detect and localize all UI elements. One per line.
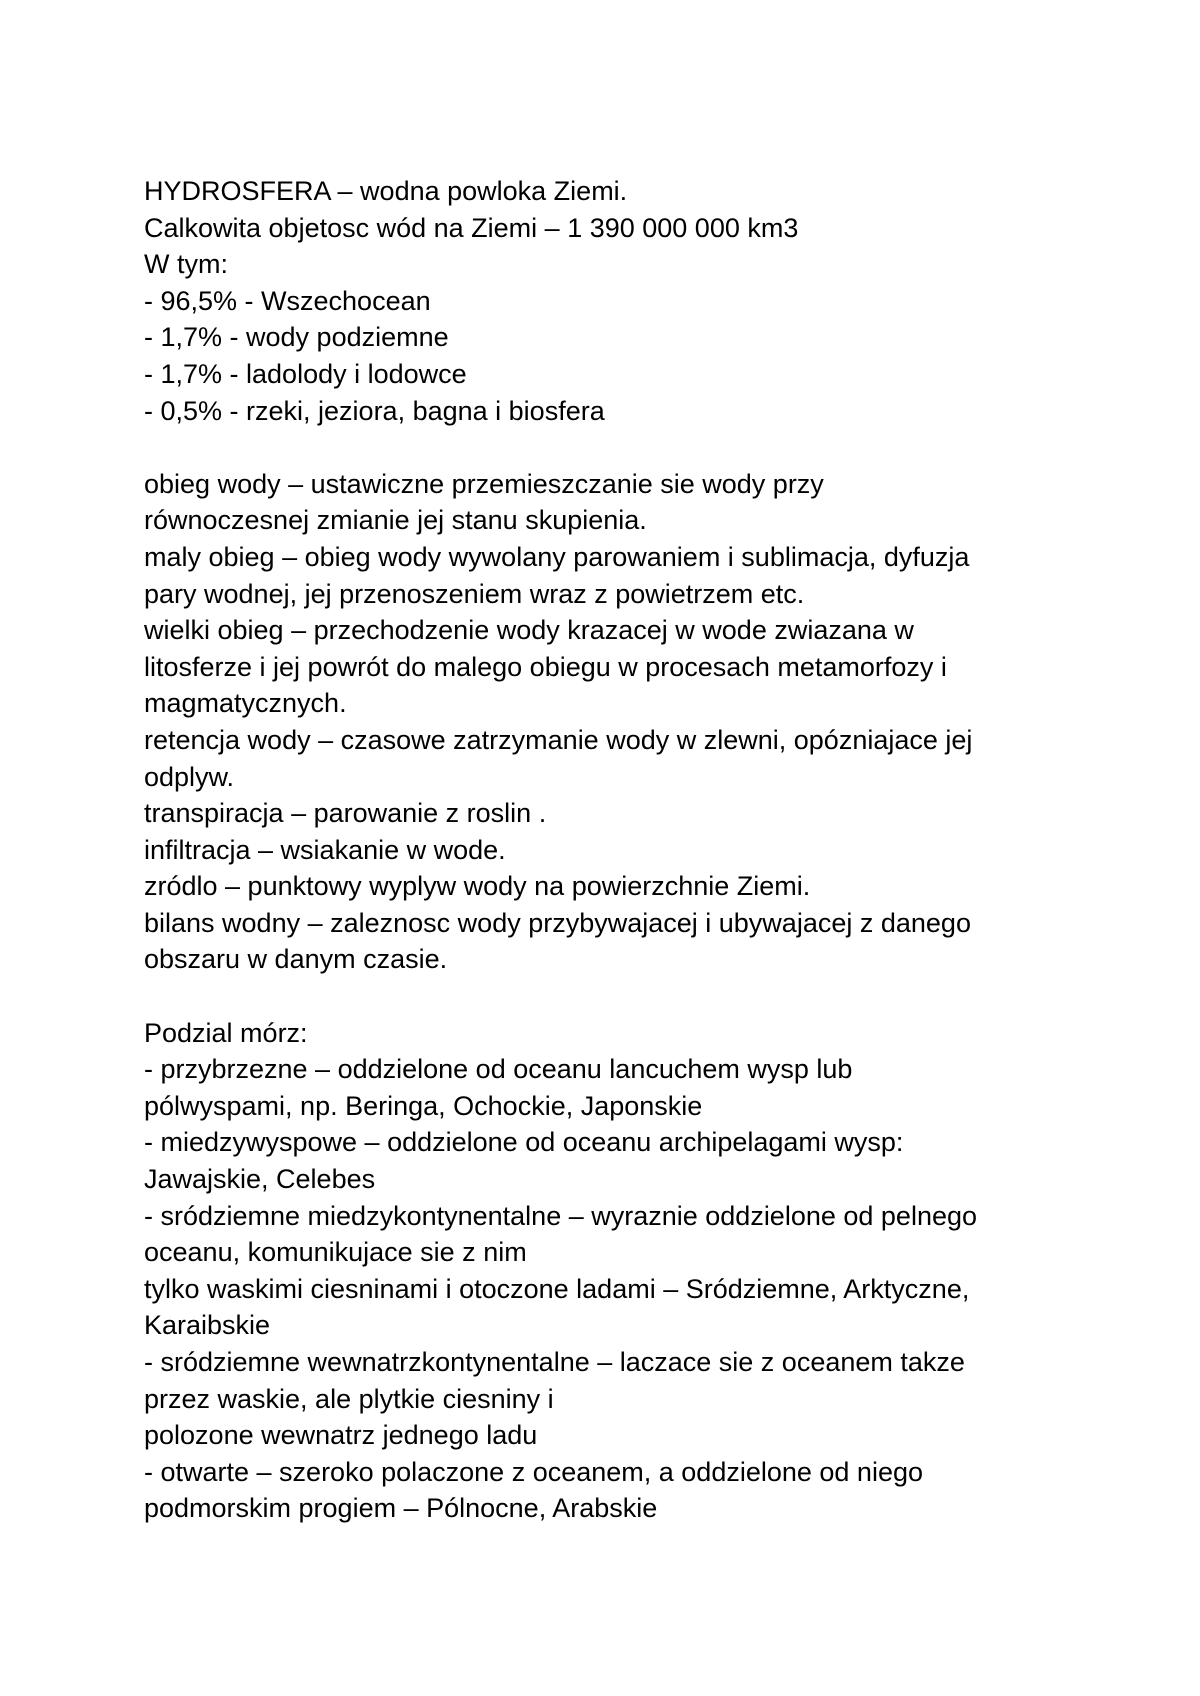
list-item: tylko waskimi ciesninami i otoczone ladami – Sródziemne, Arktyczne, [144, 1273, 970, 1304]
seas-heading: Podzial mórz: [144, 1017, 308, 1048]
definition-line: obieg wody – ustawiczne przemieszczanie sie wody przy [144, 468, 824, 499]
definition-line: obszaru w danym czasie. [144, 944, 448, 975]
definition-line: zródlo – punktowy wyplyw wody na powierzchnie Ziemi. [144, 871, 811, 902]
list-item: pólwyspami, np. Beringa, Ochockie, Japonskie [144, 1090, 703, 1121]
list-item: przez waskie, ale plytkie ciesniny i [144, 1383, 554, 1414]
definition-line: wielki obieg – przechodzenie wody krazacej w wode zwiazana w [144, 615, 914, 646]
paragraph-spacer [144, 978, 1104, 1015]
list-item: - otwarte – szeroko polaczone z oceanem, a oddzielone od niego [144, 1456, 923, 1487]
definition-line: pary wodnej, jej przenoszeniem wraz z powietrzem etc. [144, 578, 805, 609]
list-item: oceanu, komunikujace sie z nim [144, 1237, 527, 1268]
definition-line: odplyw. [144, 761, 235, 792]
list-item: polozone wewnatrz jednego ladu [144, 1420, 538, 1451]
definition-line: retencja wody – czasowe zatrzymanie wody w zlewni, opózniajace jej [144, 724, 973, 755]
list-item: - miedzywyspowe – oddzielone od oceanu archipelagami wysp: [144, 1127, 904, 1158]
section-hydrosfera [144, 173, 1104, 429]
definition-line: infiltracja – wsiakanie w wode. [144, 834, 506, 865]
document-body [144, 173, 1104, 1527]
list-item: - 1,7% - ladolody i lodowce [144, 358, 467, 389]
list-item: podmorskim progiem – Pólnocne, Arabskie [144, 1493, 658, 1524]
list-item: - sródziemne wewnatrzkontynentalne – laczace sie z oceanem takze [144, 1347, 965, 1377]
section-seas [144, 1015, 1104, 1527]
breakdown-label: W tym: [144, 249, 228, 280]
hydrosfera-title: HYDROSFERA – wodna powloka Ziemi. [144, 176, 628, 206]
definition-line: równoczesnej zmianie jej stanu skupienia. [144, 505, 647, 536]
total-water-volume: Calkowita objetosc wód na Ziemi – 1 390 000 000 km3 [144, 212, 799, 243]
list-item: - przybrzezne – oddzielone od oceanu lancuchem wysp lub [144, 1054, 853, 1085]
definition-line: bilans wodny – zaleznosc wody przybywajacej i ubywajacej z danego [144, 907, 971, 938]
definition-line: magmatycznych. [144, 688, 347, 719]
definition-line: litosferze i jej powrót do malego obiegu w procesach metamorfozy i [144, 651, 947, 682]
list-item: - 0,5% - rzeki, jeziora, bagna i biosfera [144, 395, 605, 426]
list-item: - 1,7% - wody podziemne [144, 322, 449, 353]
list-item: Jawajskie, Celebes [144, 1164, 376, 1195]
section-definitions [144, 466, 1104, 978]
list-item: Karaibskie [144, 1310, 271, 1341]
definition-line: maly obieg – obieg wody wywolany parowaniem i sublimacja, dyfuzja [144, 541, 970, 572]
definition-line: transpiracja – parowanie z roslin . [144, 798, 547, 829]
list-item: - 96,5% - Wszechocean [144, 285, 431, 316]
list-item: - sródziemne miedzykontynentalne – wyraznie oddzielone od pelnego [144, 1200, 978, 1231]
paragraph-spacer [144, 429, 1104, 466]
